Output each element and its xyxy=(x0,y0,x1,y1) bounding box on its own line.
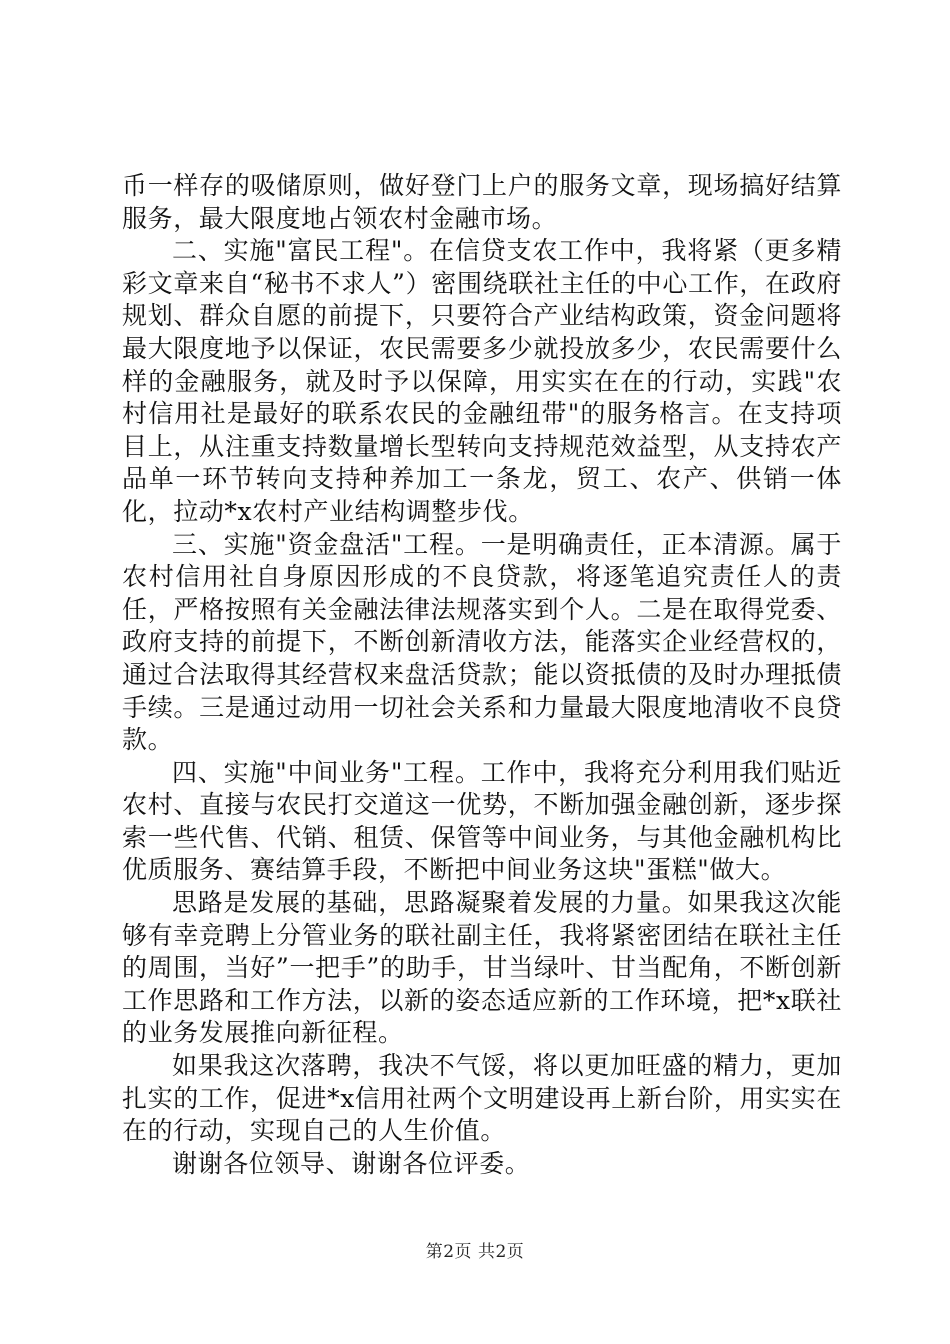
paragraph-fund-revitalization-project: 三、实施"资金盘活"工程。一是明确责任，正本清源。属于农村信用社自身原因形成的不良贷款，将逐笔追究责任人的责任，严格按照有关金融法律法规落实到个人。二是在取得党委、政府支持的前提下，不断创新清收方法，能落实企业经营权的，通过合法取得其经营权来盘活贷款；能以资抵债的及时办理抵债手续。三是通过动用一切社会关系和力量最大限度地清收不良贷款。 xyxy=(122,529,842,755)
paragraph-continuation: 币一样存的吸储原则，做好登门上户的服务文章，现场搞好结算服务，最大限度地占领农村金融市场。 xyxy=(122,171,842,233)
paragraph-thanks: 谢谢各位领导、谢谢各位评委。 xyxy=(172,1148,531,1178)
paragraph-if-not-selected: 如果我这次落聘，我决不气馁，将以更加旺盛的精力，更加扎实的工作，促进*x信用社两个文明建设再上新台阶，用实实在在的行动，实现自己的人生价值。 xyxy=(122,1051,842,1146)
document-body xyxy=(122,170,842,1180)
paragraph-development-thinking: 思路是发展的基础，思路凝聚着发展的力量。如果我这次能够有幸竞聘上分管业务的联社副主任，我将紧密团结在联社主任的周围，当好”一把手”的助手，甘当绿叶、甘当配角，不断创新工作思路和工作方法，以新的姿态适应新的工作环境，把*x联社的业务发展推向新征程。 xyxy=(122,888,842,1048)
page-footer xyxy=(0,1237,950,1262)
paragraph-rich-people-project: 二、实施"富民工程"。在信贷支农工作中，我将紧（更多精彩文章来自“秘书不求人”）密围绕联社主任的中心工作，在政府规划、群众自愿的前提下，只要符合产业结构政策，资金问题将最大限度地予以保证，农民需要多少就投放多少，农民需要什么样的金融服务，就及时予以保障，用实实在在的行动，实践"农村信用社是最好的联系农民的金融纽带"的服务格言。在支持项目上，从注重支持数量增长型转向支持规范效益型，从支持农产品单一环节转向支持种养加工一条龙，贸工、农产、供销一体化，拉动*x农村产业结构调整步伐。 xyxy=(122,236,842,526)
page-number: 第2页 共2页 xyxy=(425,1242,525,1262)
paragraph-intermediate-business-project: 四、实施"中间业务"工程。工作中，我将充分利用我们贴近农村、直接与农民打交道这一优势，不断加强金融创新，逐步探索一些代售、代销、租赁、保管等中间业务，与其他金融机构比优质服务、赛结算手段，不断把中间业务这块"蛋糕"做大。 xyxy=(122,757,842,885)
